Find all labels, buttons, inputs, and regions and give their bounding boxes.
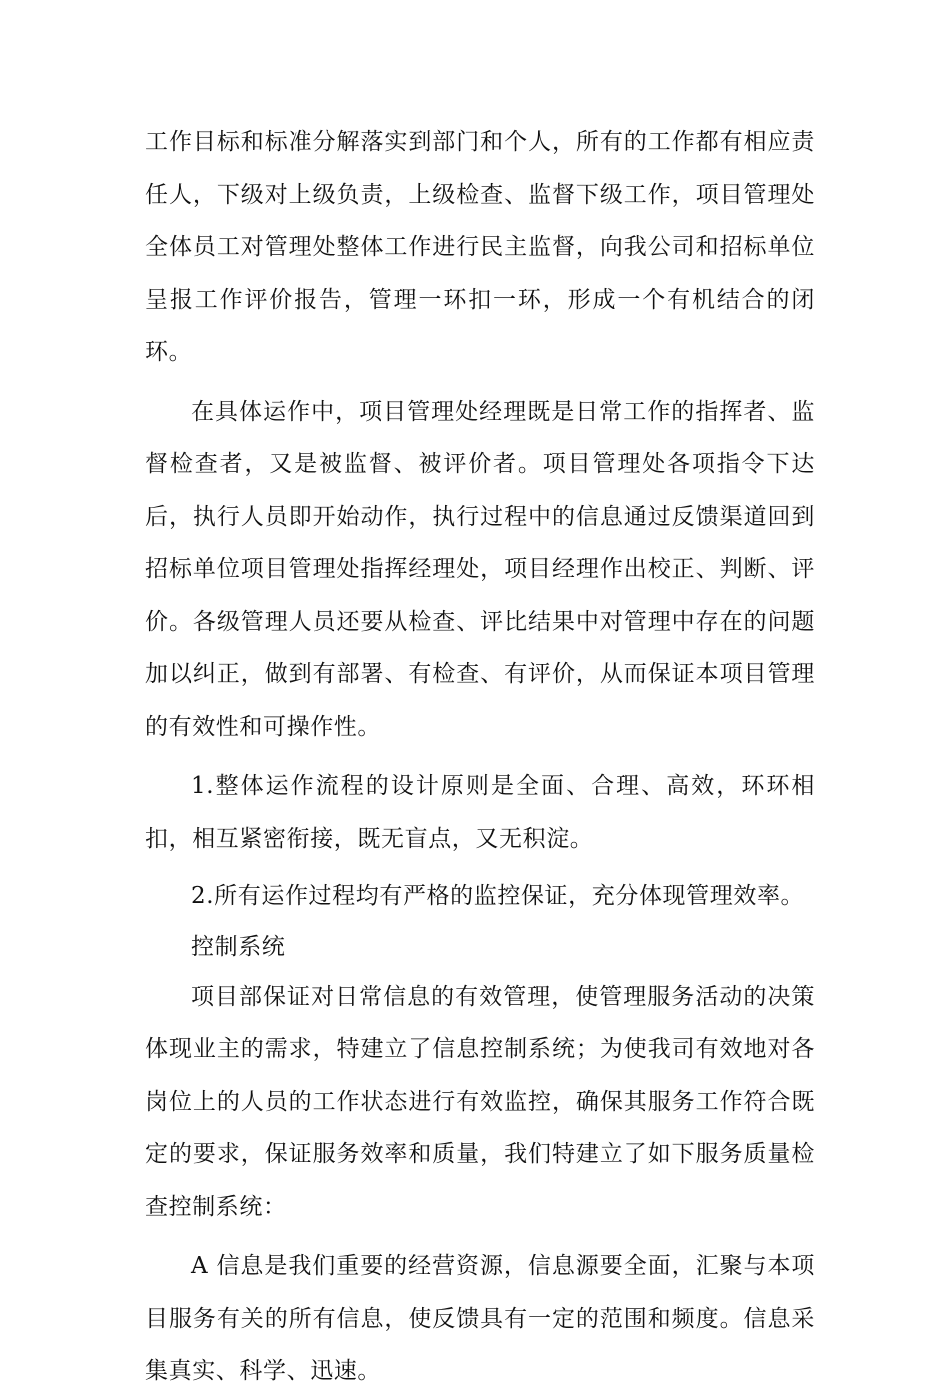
paragraph-closed-loop: 工作目标和标准分解落实到部门和个人，所有的工作都有相应责任人，下级对上级负责，上级检查、监督下级工作，项目管理处全体员工对管理处整体工作进行民主监督，向我公司和招标单位呈报工作评价报告，管理一环扣一环，形成一个有机结合的闭环。	[145, 129, 815, 365]
paragraph-control-system: 项目部保证对日常信息的有效管理，使管理服务活动的决策体现业主的需求，特建立了信息控制系统；为使我司有效地对各岗位上的人员的工作状态进行有效监控，确保其服务工作符合既定的要求，保证服务效率和质量，我们特建立了如下服务质量检查控制系统：	[145, 983, 815, 1220]
paragraph-information: A 信息是我们重要的经营资源，信息源要全面，汇聚与本项目服务有关的所有信息，使反馈具有一定的范围和频度。信息采集真实、科学、迅速。	[145, 1253, 815, 1384]
paragraph-principle-1: 1.整体运作流程的设计原则是全面、合理、高效，环环相扣，相互紧密衔接，既无盲点，又无积淀。	[145, 773, 815, 852]
section-heading-control-system: 控制系统	[191, 933, 286, 960]
paragraph-operation: 在具体运作中，项目管理处经理既是日常工作的指挥者、监督检查者，又是被监督、被评价者。项目管理处各项指令下达后，执行人员即开始动作，执行过程中的信息通过反馈渠道回到招标单位项目管理处指挥经理处，项目经理作出校正、判断、评价。各级管理人员还要从检查、评比结果中对管理中存在的问题加以纠正，做到有部署、有检查、有评价，从而保证本项目管理的有效性和可操作性。	[145, 398, 815, 740]
paragraph-principle-2: 2.所有运作过程均有严格的监控保证，充分体现管理效率。	[191, 883, 805, 909]
document-body	[145, 116, 815, 1398]
